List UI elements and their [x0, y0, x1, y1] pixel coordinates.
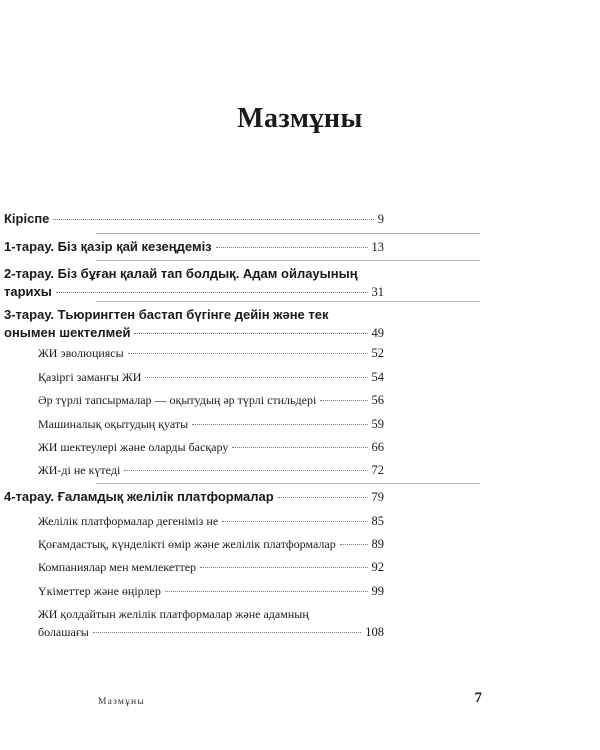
leader-dots	[134, 332, 367, 334]
toc-subentry[interactable]	[38, 368, 384, 386]
folio-page-number: 7	[474, 690, 482, 706]
toc-page-number: 85	[371, 514, 384, 528]
toc-page-number: 49	[371, 326, 384, 340]
toc-entry-label-line1: ЖИ қолдайтын желілік платформалар және адамның	[38, 607, 309, 621]
toc-page-number: 31	[371, 285, 384, 299]
toc-entry-label: Қазіргі заманғы ЖИ	[38, 370, 142, 384]
toc-entry-label: ЖИ шектеулері және оларды басқару	[38, 440, 229, 454]
toc-entry-label: Компаниялар мен мемлекеттер	[38, 560, 197, 574]
toc-entry-label-line2: болашағы	[38, 625, 89, 639]
toc-subentry[interactable]	[38, 344, 384, 362]
toc-page-number: 108	[365, 625, 384, 639]
toc-entry-label: Әр түрлі тапсырмалар — оқытудың әр түрлі стильдері	[38, 393, 317, 407]
toc-entry-label: 4-тарау. Ғаламдық желілік платформалар	[4, 489, 274, 504]
toc-entry-label-line1: 2-тарау. Біз бұған қалай тап болдық. Адам ойлауының	[4, 266, 358, 281]
leader-dots	[320, 399, 367, 401]
divider	[96, 301, 480, 302]
leader-dots	[56, 291, 368, 293]
toc-page-number: 89	[371, 537, 384, 551]
toc-entry-chapter-3[interactable]	[4, 306, 384, 342]
toc-page-number: 56	[371, 393, 384, 407]
leader-dots	[222, 520, 367, 522]
toc-subentry[interactable]	[38, 391, 384, 409]
toc-page-number: 72	[371, 463, 384, 477]
toc-subentry[interactable]	[38, 438, 384, 456]
leader-dots	[53, 218, 373, 220]
leader-dots	[216, 246, 368, 248]
leader-dots	[128, 352, 368, 354]
running-footer-label: Мазмұны	[98, 697, 145, 707]
divider	[96, 233, 480, 234]
toc-entry-label: ЖИ эволюциясы	[38, 346, 124, 360]
leader-dots	[93, 631, 361, 633]
toc-entry-label: Кіріспе	[4, 211, 50, 226]
toc-entry-label-line1: 3-тарау. Тьюрингтен бастап бүгінге дейін және тек	[4, 307, 329, 322]
leader-dots	[232, 446, 367, 448]
leader-dots	[278, 496, 368, 498]
toc-subentry[interactable]	[38, 415, 384, 433]
toc-entry-chapter-2[interactable]	[4, 265, 384, 301]
toc-entry-label: Машиналық оқытудың қуаты	[38, 417, 189, 431]
toc-entry-label: 1-тарау. Біз қазір қай кезеңдеміз	[4, 239, 212, 254]
toc-entry-label-line2: тарихы	[4, 284, 52, 299]
leader-dots	[124, 469, 367, 471]
toc-entry-chapter-1[interactable]	[4, 238, 384, 256]
toc-entry-label: Үкіметтер және өңірлер	[38, 584, 161, 598]
leader-dots	[340, 543, 368, 545]
page-title: Мазмұны	[237, 103, 363, 134]
toc-entry-intro[interactable]	[4, 210, 384, 228]
divider	[96, 483, 480, 484]
leader-dots	[165, 590, 368, 592]
toc-page-number: 79	[371, 490, 384, 504]
toc-subentry[interactable]	[38, 512, 384, 530]
toc-entry-chapter-4[interactable]	[4, 488, 384, 506]
toc-page-number: 52	[371, 346, 384, 360]
divider	[96, 260, 480, 261]
toc-subentry[interactable]	[38, 535, 384, 553]
toc-subentry[interactable]	[38, 461, 384, 479]
toc-page-number: 92	[371, 560, 384, 574]
toc-entry-label-line2: онымен шектелмей	[4, 325, 131, 340]
toc-page-number: 66	[371, 440, 384, 454]
toc-subentry[interactable]	[38, 558, 384, 576]
toc-page-number: 99	[371, 584, 384, 598]
toc-entry-label: Қоғамдастық, күнделікті өмір және желілік платформалар	[38, 537, 336, 551]
toc-subentry[interactable]	[38, 605, 384, 641]
toc-entry-label: ЖИ-ді не күтеді	[38, 463, 121, 477]
toc-entry-label: Желілік платформалар дегеніміз не	[38, 514, 219, 528]
toc-page-number: 54	[371, 370, 384, 384]
toc-subentry[interactable]	[38, 582, 384, 600]
leader-dots	[192, 423, 367, 425]
leader-dots	[200, 566, 367, 568]
leader-dots	[145, 376, 367, 378]
toc-page-number: 13	[371, 240, 384, 254]
toc-page-number: 59	[371, 417, 384, 431]
toc-page-number: 9	[377, 212, 384, 226]
